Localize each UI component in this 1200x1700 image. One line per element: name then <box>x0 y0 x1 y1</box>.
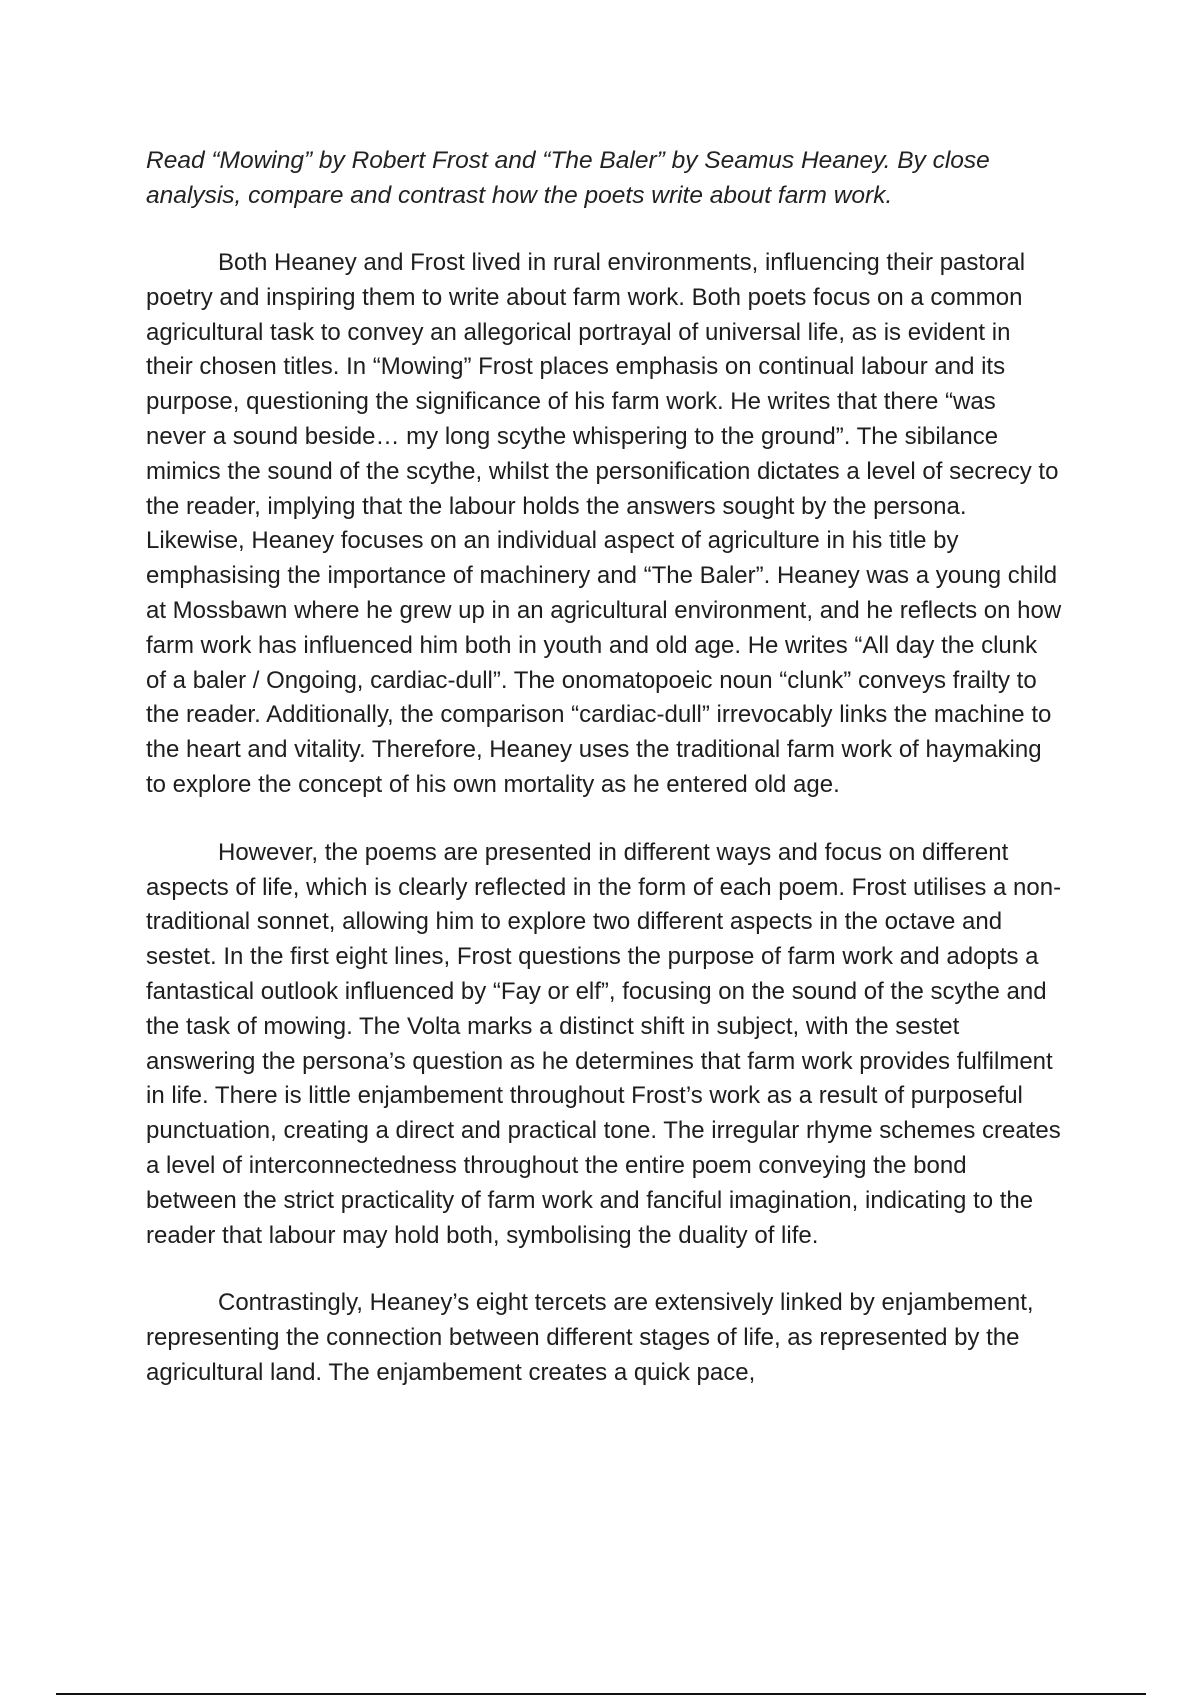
document-page <box>146 143 1062 1424</box>
essay-paragraph-2: However, the poems are presented in different ways and focus on different aspects of life, which is clearly reflected in the form of each poem. Frost utilises a non-traditional sonnet, allowing him to explore two different aspects in the octave and sestet. In the first eight lines, Frost questions the purpose of farm work and adopts a fantastical outlook influenced by “Fay or elf”, focusing on the sound of the scythe and the task of mowing. The Volta marks a distinct shift in subject, with the sestet answering the persona’s question as he determines that farm work provides fulfilment in life. There is little enjambement throughout Frost’s work as a result of purposeful punctuation, creating a direct and practical tone. The irregular rhyme schemes creates a level of interconnectedness throughout the entire poem conveying the bond between the strict practicality of farm work and fanciful imagination, indicating to the reader that labour may hold both, symbolising the duality of life. <box>146 838 1062 1249</box>
essay-paragraph-3: Contrastingly, Heaney’s eight tercets are extensively linked by enjambement, representing the connection between different stages of life, as represented by the agricultural land. The enjambement creates a quick pace, <box>146 1289 1034 1386</box>
essay-prompt: Read “Mowing” by Robert Frost and “The Baler” by Seamus Heaney. By close analysis, compare and contrast how the poets write about farm work. <box>146 147 990 209</box>
essay-paragraph-1: Both Heaney and Frost lived in rural environments, influencing their pastoral poetry and inspiring them to write about farm work. Both poets focus on a common agricultural task to convey an allegorical portrayal of universal life, as is evident in their chosen titles. In “Mowing” Frost places emphasis on continual labour and its purpose, questioning the significance of his farm work. He writes that there “was never a sound beside… my long scythe whispering to the ground”. The sibilance mimics the sound of the scythe, whilst the personification dictates a level of secrecy to the reader, implying that the labour holds the answers sought by the persona. Likewise, Heaney focuses on an individual aspect of agriculture in his title by emphasising the importance of machinery and “The Baler”. Heaney was a young child at Mossbawn where he grew up in an agricultural environment, and he reflects on how farm work has influenced him both in youth and old age. He writes “All day the clunk of a baler / Ongoing, cardiac-dull”. The onomatopoeic noun “clunk” conveys frailty to the reader. Additionally, the comparison “cardiac-dull” irrevocably links the machine to the heart and vitality. Therefore, Heaney uses the traditional farm work of haymaking to explore the concept of his own mortality as he entered old age. <box>146 249 1062 798</box>
page-bottom-divider <box>56 1693 1146 1695</box>
